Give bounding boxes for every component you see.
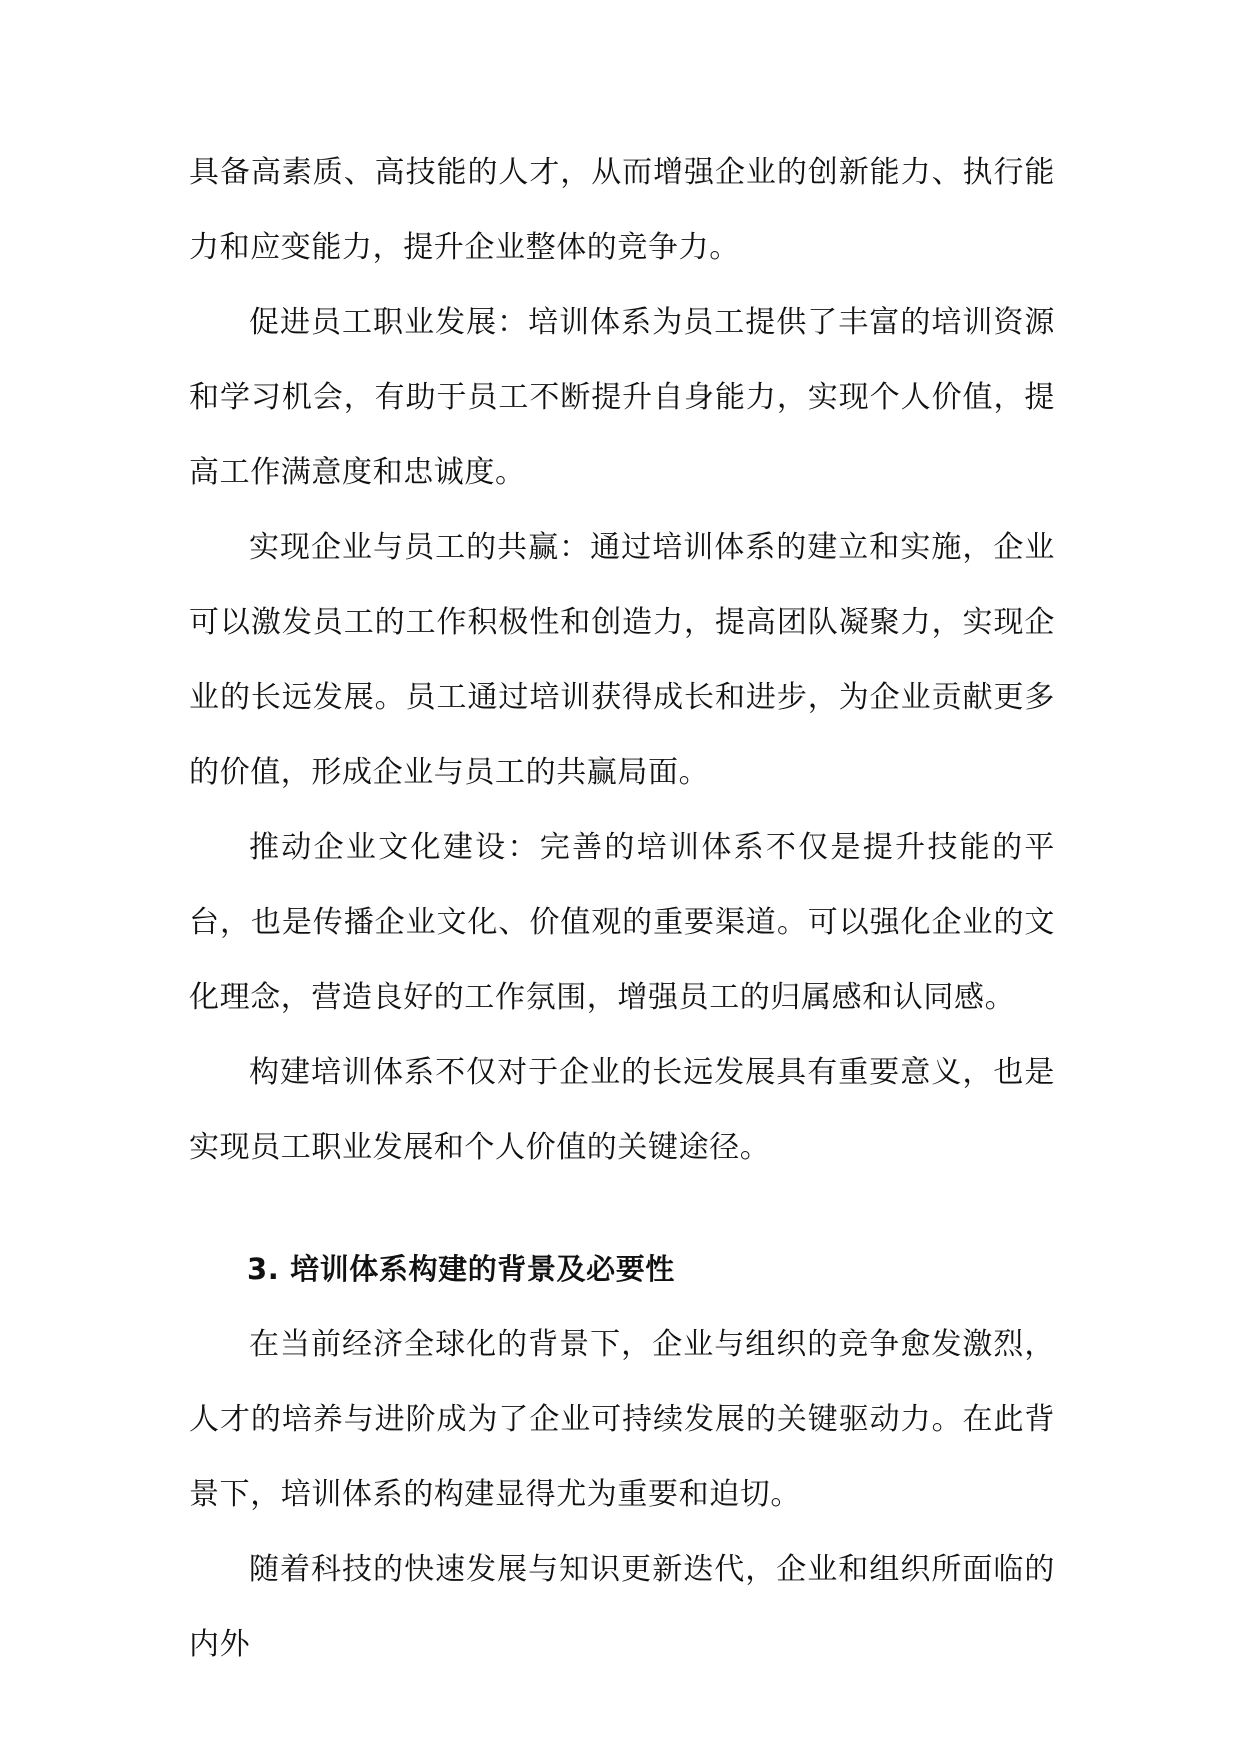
paragraph-summary: 构建培训体系不仅对于企业的长远发展具有重要意义，也是实现员工职业发展和个人价值的关键途径。 xyxy=(189,1055,1055,1165)
document-page xyxy=(189,0,1055,1682)
paragraph-technology: 随着科技的快速发展与知识更新迭代，企业和组织所面临的内外 xyxy=(189,1552,1055,1662)
paragraph-win-win: 实现企业与员工的共赢：通过培训体系的建立和实施，企业可以激发员工的工作积极性和创造力，提高团队凝聚力，实现企业的长远发展。员工通过培训获得成长和进步，为企业贡献更多的价值，形成企业与员工的共赢局面。 xyxy=(189,530,1055,790)
paragraph-background: 在当前经济全球化的背景下，企业与组织的竞争愈发激烈，人才的培养与进阶成为了企业可持续发展的关键驱动力。在此背景下，培训体系的构建显得尤为重要和迫切。 xyxy=(189,1327,1055,1512)
section-heading: 3. 培训体系构建的背景及必要性 xyxy=(247,1252,675,1286)
paragraph-corporate-culture: 推动企业文化建设：完善的培训体系不仅是提升技能的平台，也是传播企业文化、价值观的重要渠道。可以强化企业的文化理念，营造良好的工作氛围，增强员工的归属感和认同感。 xyxy=(189,830,1055,1015)
paragraph-career-development: 促进员工职业发展：培训体系为员工提供了丰富的培训资源和学习机会，有助于员工不断提升自身能力，实现个人价值，提高工作满意度和忠诚度。 xyxy=(189,305,1055,490)
paragraph-continuation: 具备高素质、高技能的人才，从而增强企业的创新能力、执行能力和应变能力，提升企业整体的竞争力。 xyxy=(189,155,1055,265)
